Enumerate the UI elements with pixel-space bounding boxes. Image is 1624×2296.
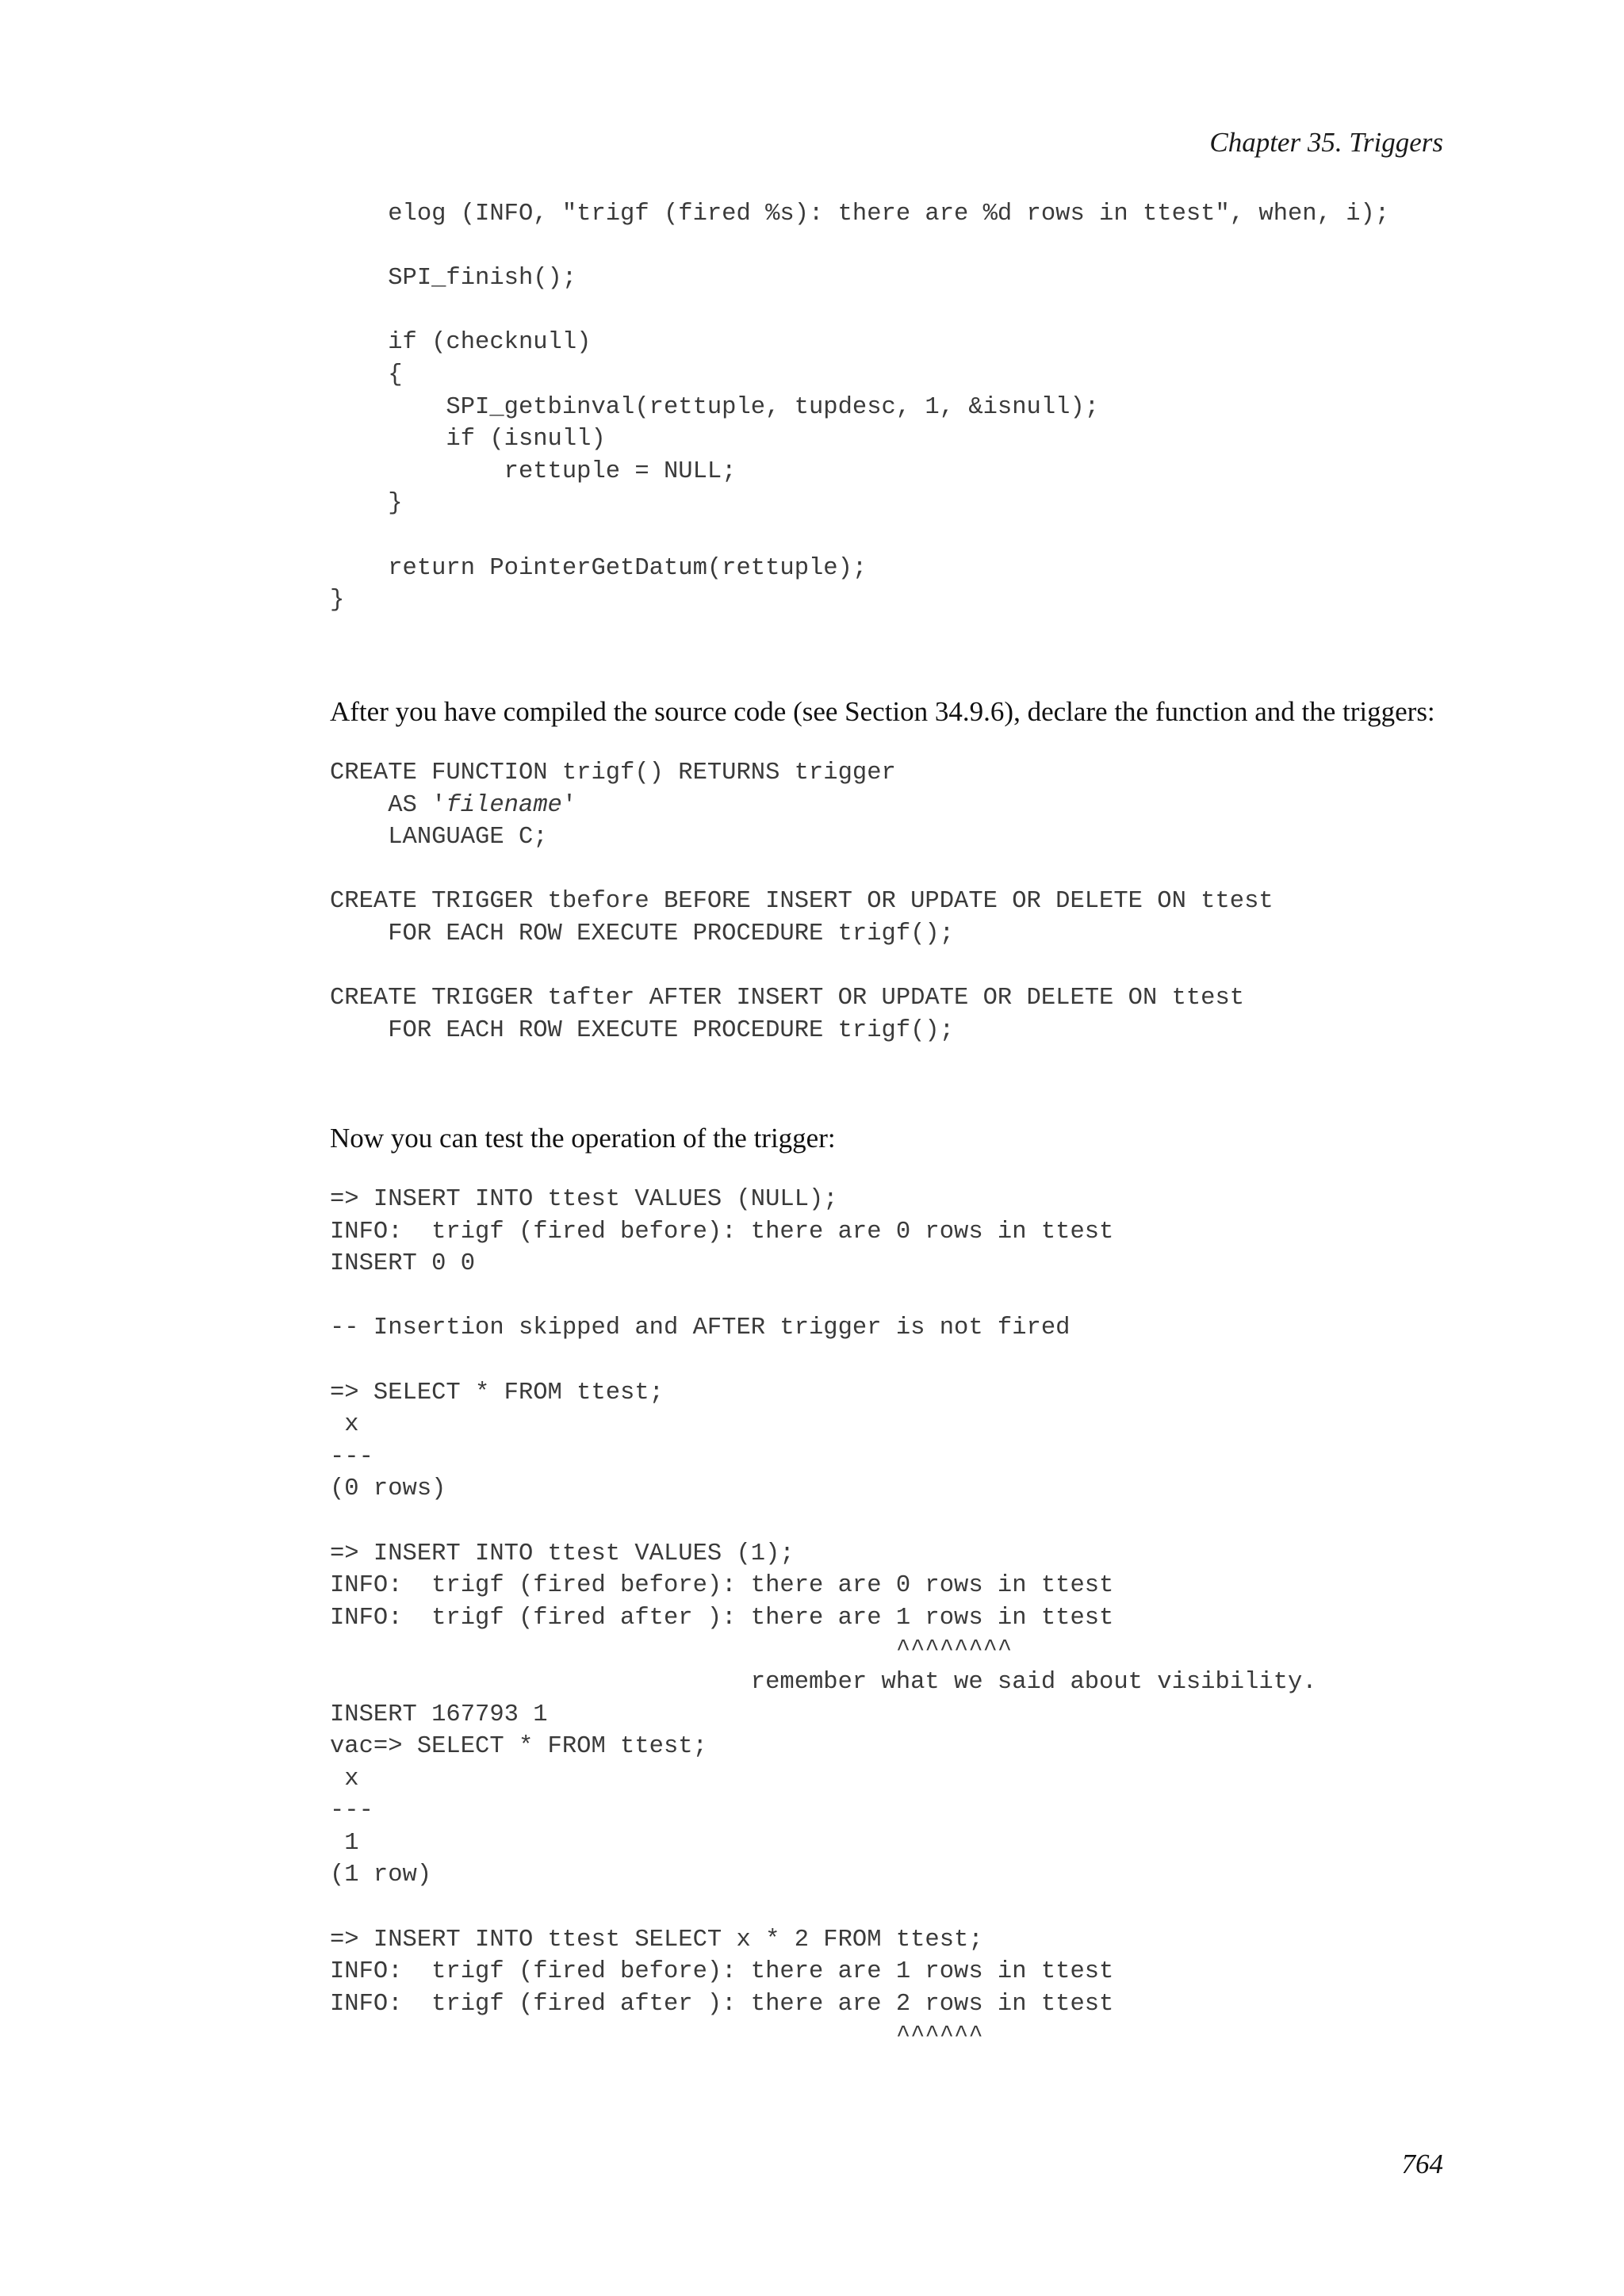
code-block-psql-session: => INSERT INTO ttest VALUES (NULL); INFO: trigf (fired before): there are 0 rows in ttest INSERT 0 0 -- Insertion skipped and AFTER trigger is not fired => SELECT * FROM ttest; x --- (0 rows) => INSERT INTO ttest VALUES (1); INFO: trigf (fired before): there are 0 rows in ttest INFO: trigf (fired after ): there are 1 rows in ttest ^^^^^^^^ remember what we said about visibility. INSERT 167793 1 vac=> SELECT * FROM ttest; x --- 1 (1 row) => INSERT INTO ttest SELECT x * 2 FROM ttest; INFO: trigf (fired before): there are 1 rows in ttest INFO: trigf (fired after ): there are 2 rows in ttest ^^^^^^ bbox=[330, 1186, 1317, 2050]
code-line-create-function: CREATE FUNCTION trigf() RETURNS trigger bbox=[330, 760, 896, 786]
page-number: 764 bbox=[1401, 2149, 1443, 2179]
code-placeholder-filename: filename bbox=[446, 791, 562, 819]
code-lines-language-and-triggers: LANGUAGE C; CREATE TRIGGER tbefore BEFORE INSERT OR UPDATE OR DELETE ON ttest FOR EACH ROW EXECUTE PROCEDURE trigf(); CREATE TRIGGER tafter AFTER INSERT OR UPDATE OR DELETE ON ttest FOR EACH ROW EXECUTE PROCEDURE trigf(); bbox=[330, 824, 1274, 1044]
code-line-as-suffix: ' bbox=[561, 791, 577, 819]
paragraph-compile-instructions: After you have compiled the source code (see Section 34.9.6), declare the function and the triggers: bbox=[330, 696, 1435, 727]
code-block-trigger-function-end: elog (INFO, "trigf (fired %s): there are %d rows in ttest", when, i); SPI_finish(); if (checknull) { SPI_getbinval(rettuple, tupdesc, 1, &isnull); if (isnull) rettuple = NULL; } return PointerGetDatum(rettuple); } bbox=[330, 201, 1390, 614]
paragraph-test-instructions: Now you can test the operation of the trigger: bbox=[330, 1123, 836, 1154]
code-block-create-function-and-triggers bbox=[330, 757, 1274, 1047]
code-line-as-prefix: AS ' bbox=[330, 791, 446, 819]
running-header-chapter-title: Chapter 35. Triggers bbox=[1209, 127, 1443, 158]
